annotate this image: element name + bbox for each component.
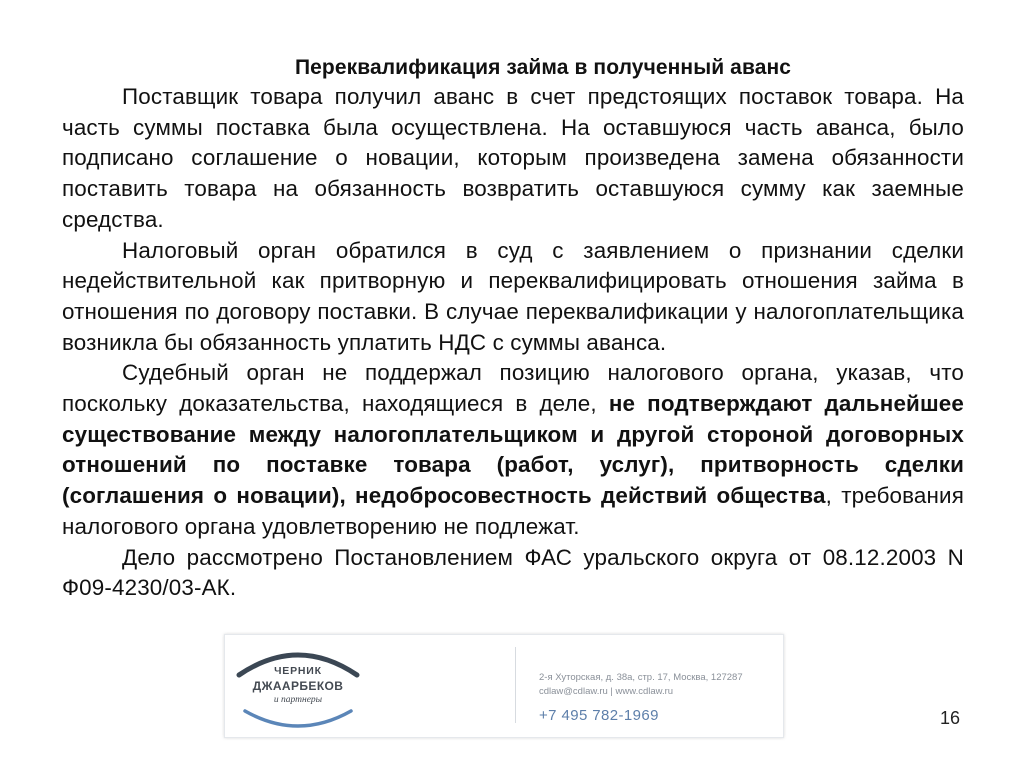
paragraph-2: Налоговый орган обратился в суд с заявлением о признании сделки недействительной как притворную и переквалифицировать отношения займа в отношения по договору поставки. В случае переквалификации у налогоплательщика возникла бы обязанность уплатить НДС с суммы аванса. bbox=[62, 237, 964, 355]
logo-name-2: ДЖААРБЕКОВ bbox=[252, 679, 344, 693]
footer-card bbox=[224, 634, 784, 738]
paragraph-1: Поставщик товара получил аванс в счет предстоящих поставок товара. На часть суммы поставка была осуществлена. На оставшуюся часть аванса, было подписано соглашение о новации, которым произведена замена обязанности поставить товара на обязанность возвратить оставшуюся сумму как заемные средства. bbox=[62, 84, 964, 232]
logo-name-1: ЧЕРНИК bbox=[274, 665, 322, 677]
page-number: 16 bbox=[939, 708, 961, 728]
paragraph-3 bbox=[62, 358, 964, 542]
company-logo bbox=[233, 645, 363, 729]
email-web-text: cdlaw@cdlaw.ru | www.cdlaw.ru bbox=[539, 686, 674, 697]
paragraph-3-start: Судебный орган не поддержал позицию налогового органа, указав, что поскольку доказательства, находящиеся в деле, bbox=[62, 360, 964, 417]
footer-divider bbox=[515, 647, 516, 723]
phone-text: +7 495 782-1969 bbox=[539, 707, 659, 724]
slide-title: Переквалификация займа в полученный аванс bbox=[294, 56, 792, 79]
logo-name-3: и партнеры bbox=[273, 695, 323, 705]
body-text bbox=[62, 82, 964, 604]
paragraph-3-end: , требования налогового органа удовлетворению не подлежат. bbox=[62, 483, 964, 539]
address-text: 2-я Хуторская, д. 38а, стр. 17, Москва, 127287 bbox=[539, 672, 743, 683]
contact-block bbox=[539, 671, 743, 727]
paragraph-4: Дело рассмотрено Постановлением ФАС уральского округа от 08.12.2003 N Ф09-4230/03-АК. bbox=[62, 544, 964, 601]
paragraph-3-bold: не подтверждают дальнейшее существование между налогоплательщиком и другой стороной договорных отношений по поставке товара (работ, услуг), притворность сделки (соглашения о новации), недобросовестность действий общества bbox=[62, 391, 964, 509]
